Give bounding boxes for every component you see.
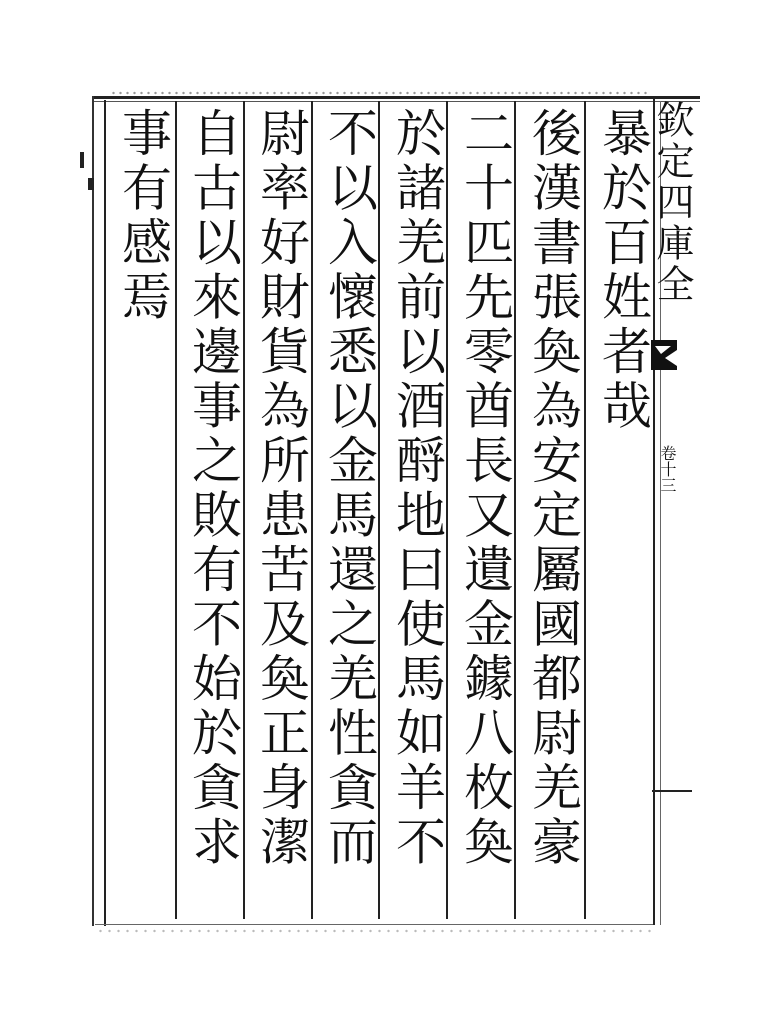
frame-left-rule	[92, 96, 94, 926]
bottom-border-ornament	[96, 928, 656, 934]
book-title: 欽定四庫全	[650, 100, 694, 305]
text-column: 後漢書張奐為安定屬國都尉羌豪	[524, 107, 582, 870]
margin-mark	[80, 152, 84, 168]
text-column: 二十匹先零酋長又遺金鐻八枚奐	[456, 107, 514, 870]
text-column: 事有感焉	[114, 107, 172, 325]
frame-top-inner-rule	[92, 101, 700, 102]
frame-top-rule	[92, 96, 700, 99]
text-column: 自古以來邊事之敗有不始於貪求	[184, 107, 242, 870]
margin-lower-rule	[652, 790, 692, 792]
frame-bottom-rule	[95, 924, 655, 925]
volume-number: 卷十三	[658, 445, 677, 493]
frame-left-inner-rule	[104, 100, 106, 926]
text-column: 尉率好財貨為所患苦及奐正身潔	[252, 107, 310, 870]
margin-mark	[88, 178, 94, 190]
text-column: 於諸羌前以酒酹地曰使馬如羊不	[388, 107, 446, 870]
text-column: 不以入懷悉以金馬還之羌性貪而	[320, 107, 378, 870]
text-column: 暴於百姓者哉	[594, 107, 652, 434]
